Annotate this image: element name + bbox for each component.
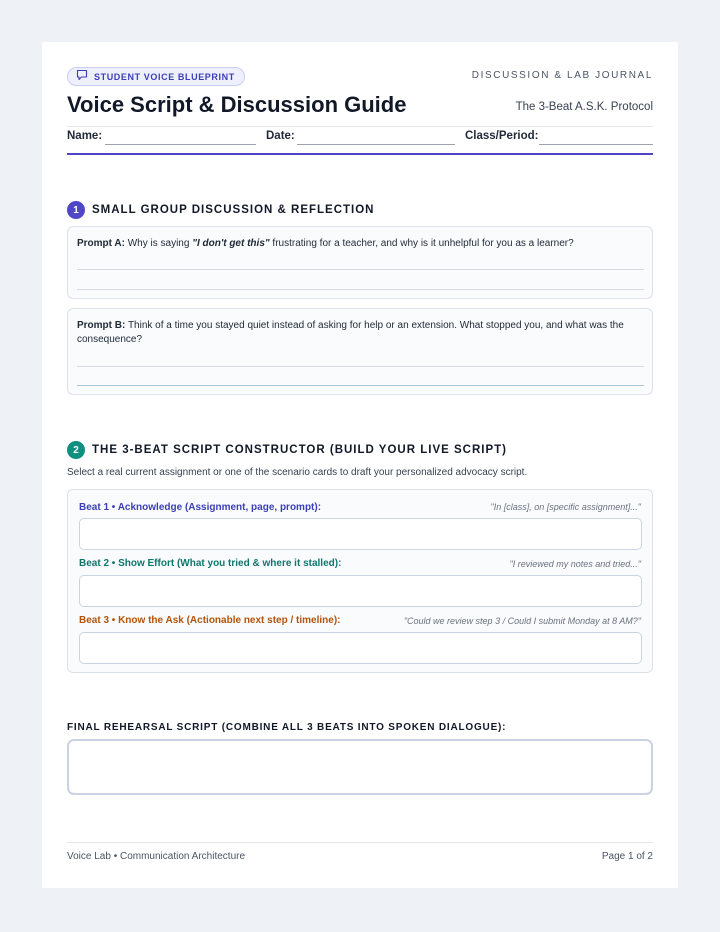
student-voice-badge	[67, 67, 245, 86]
prompt-a-quote: "I don't get this"	[192, 238, 270, 249]
final-rehearsal-title: FINAL REHEARSAL SCRIPT (COMBINE ALL 3 BEATS INTO SPOKEN DIALOGUE):	[67, 722, 507, 733]
answer-line[interactable]	[77, 385, 644, 386]
section-1-number: 1	[67, 201, 85, 219]
beat-3-hint: "Could we review step 3 / Could I submit Monday at 8 AM?"	[403, 616, 641, 626]
journal-label: DISCUSSION & LAB JOURNAL	[471, 70, 653, 81]
beat-3-label: Beat 3 • Know the Ask (Actionable next step / timeline):	[79, 615, 341, 626]
prompt-a-label: Prompt A:	[77, 238, 125, 249]
script-constructor-card	[67, 489, 653, 673]
answer-line[interactable]	[77, 269, 644, 270]
prompt-b-text: Prompt B: Think of a time you stayed quiet instead of asking for help or an extension. What stopped you, and what was the consequence?	[77, 320, 624, 345]
answer-line[interactable]	[77, 289, 644, 290]
worksheet-page	[42, 42, 678, 888]
section-1-title: SMALL GROUP DISCUSSION & REFLECTION	[92, 204, 375, 216]
page-title: Voice Script & Discussion Guide	[67, 92, 407, 117]
header-divider	[67, 126, 653, 127]
class-period-label: Class/Period:	[465, 130, 539, 142]
badge-label: STUDENT VOICE BLUEPRINT	[94, 71, 235, 82]
section-2-number: 2	[67, 441, 85, 459]
student-info-fields	[67, 130, 653, 148]
page-number: Page 1 of 2	[601, 851, 653, 862]
section-2-intro: Select a real current assignment or one of the scenario cards to draft your personalized advocacy script.	[67, 467, 528, 478]
prompt-a-text: Prompt A: Why is saying "I don't get this" frustrating for a teacher, and why is it unhelpful for you as a learner?	[77, 238, 574, 249]
beat-1-input[interactable]	[79, 518, 642, 550]
date-label: Date:	[266, 130, 295, 142]
beat-3-input[interactable]	[79, 632, 642, 664]
header-accent-rule	[67, 153, 653, 155]
beat-2-hint: "I reviewed my notes and tried..."	[509, 559, 641, 569]
beat-2-label: Beat 2 • Show Effort (What you tried & where it stalled):	[79, 558, 342, 569]
beat-1-label: Beat 1 • Acknowledge (Assignment, page, prompt):	[79, 502, 322, 513]
name-field[interactable]	[105, 144, 256, 145]
chat-bubble-icon	[76, 68, 88, 86]
footer-left: Voice Lab • Communication Architecture	[67, 851, 246, 862]
beat-2-input[interactable]	[79, 575, 642, 607]
answer-line[interactable]	[77, 366, 644, 367]
section-2-title: THE 3-BEAT SCRIPT CONSTRUCTOR (BUILD YOUR LIVE SCRIPT)	[92, 444, 507, 456]
beat-1-hint: "In [class], on [specific assignment]..."	[490, 502, 641, 512]
prompt-b-card	[67, 308, 653, 395]
date-field[interactable]	[297, 144, 455, 145]
class-period-field[interactable]	[539, 144, 653, 145]
protocol-subtitle: The 3-Beat A.S.K. Protocol	[515, 101, 653, 113]
prompt-b-label: Prompt B:	[77, 320, 126, 331]
footer-divider	[67, 842, 653, 843]
prompt-a-card	[67, 226, 653, 299]
name-label: Name:	[67, 130, 103, 142]
final-rehearsal-input[interactable]	[67, 739, 653, 795]
